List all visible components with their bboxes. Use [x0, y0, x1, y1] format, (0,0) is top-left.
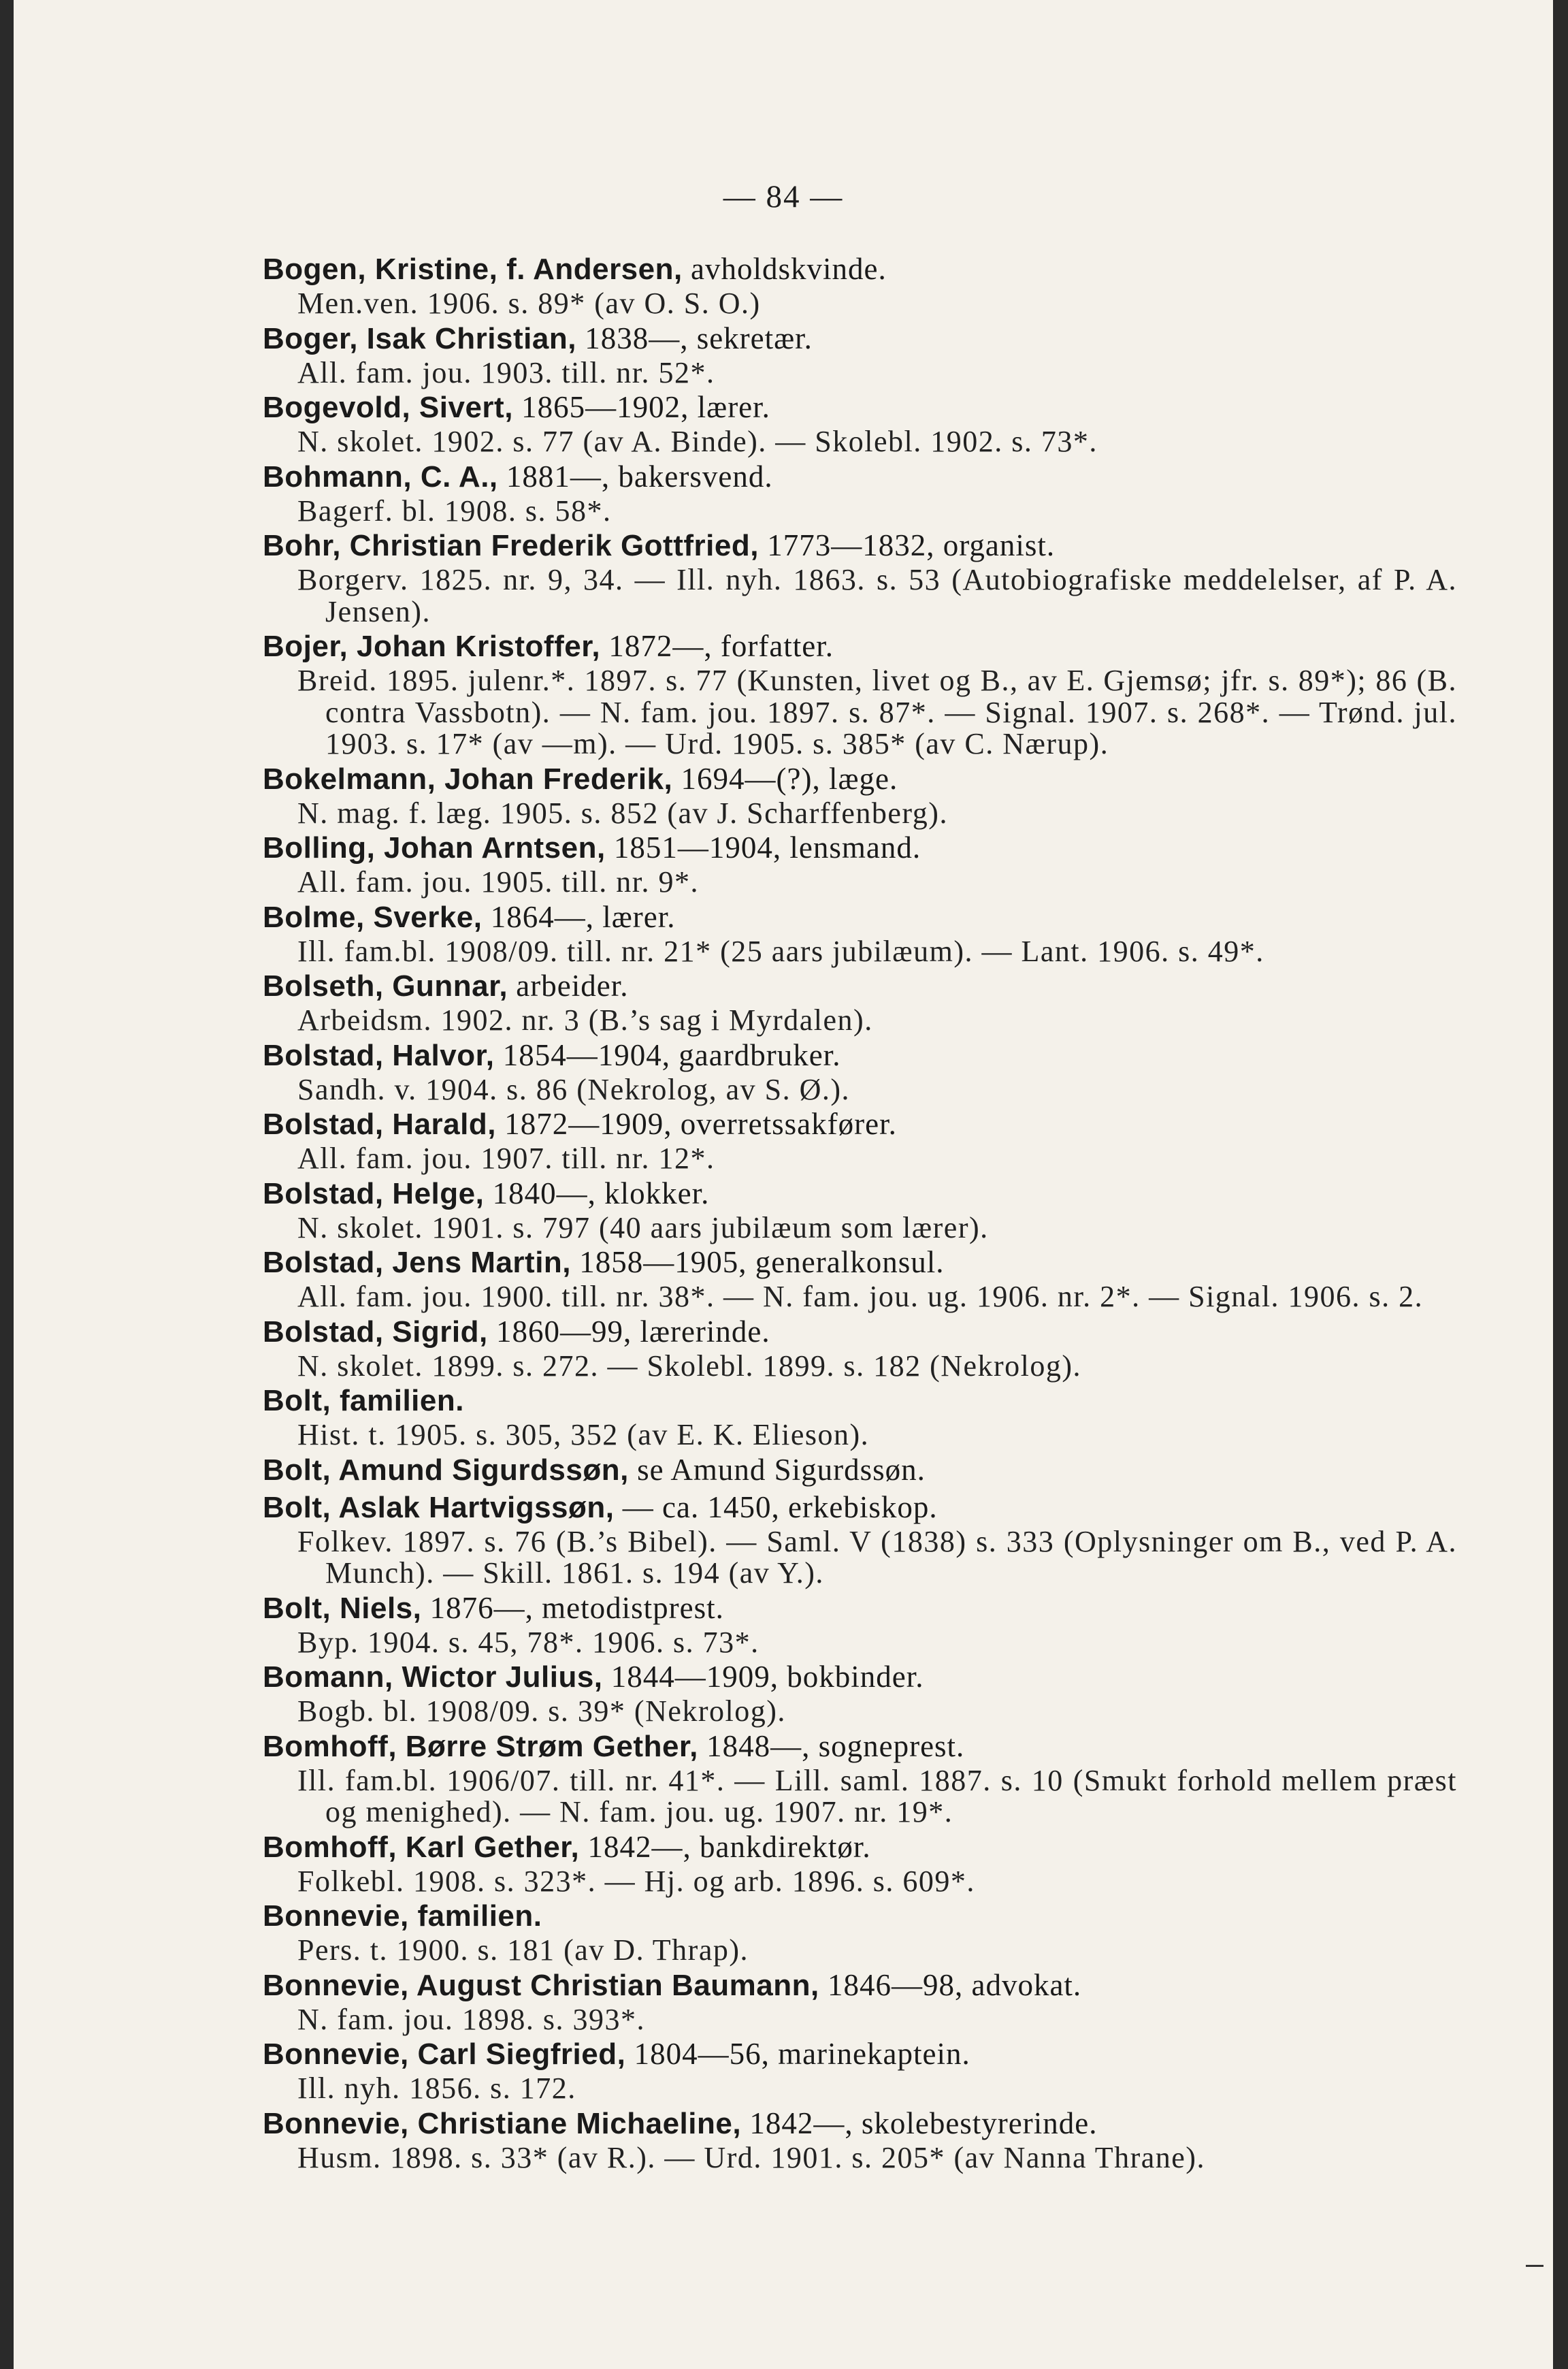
entry-description: 1838—, sekretær. [576, 321, 813, 355]
entry-name: Bolstad, Halvor, [263, 1038, 495, 1072]
entry-references: All. fam. jou. 1905. till. nr. 9*. [297, 865, 699, 899]
entry-description: 1844—1909, bokbinder. [602, 1660, 924, 1694]
entry-headline [263, 251, 1457, 288]
entry-headline [263, 2035, 1457, 2073]
entry-references: Byp. 1904. s. 45, 78*. 1906. s. 73*. [297, 1625, 760, 1659]
entry-headline [263, 1658, 1457, 1696]
entry-description: arbeider. [508, 969, 629, 1003]
entry-headline [263, 458, 1457, 496]
entry-headline [263, 527, 1457, 564]
entry-headline [263, 1489, 1457, 1526]
entry-name: Bolling, Johan Arntsen, [263, 831, 606, 865]
entry-references: All. fam. jou. 1907. till. nr. 12*. [297, 1142, 715, 1175]
entry-name: Bokelmann, Johan Frederik, [263, 762, 673, 796]
entry-name: Bolstad, Jens Martin, [263, 1246, 572, 1279]
entry-description: 1846—98, advokat. [819, 1967, 1082, 2002]
entry-references: Folkev. 1897. s. 76 (B.’s Bibel). — Saml. V (1838) s. 333 (Oplysninger om B., ved P. A. Munch). — Skill. 1861. s. 194 (av Y.). [297, 1524, 1457, 1590]
entry-headline [263, 829, 1457, 867]
entry-description: 1854—1904, gaardbruker. [494, 1037, 841, 1072]
entry-name: Bolstad, Helge, [263, 1176, 485, 1210]
entry [263, 1244, 1457, 1313]
entry-references: N. fam. jou. 1898. s. 393*. [297, 2002, 646, 2036]
entry [263, 1828, 1457, 1898]
entry-headline [263, 389, 1457, 426]
entry-headline [263, 1590, 1457, 1627]
entry-headline [263, 1728, 1457, 1765]
entry-name: Bolseth, Gunnar, [263, 969, 508, 1003]
entry-references: All. fam. jou. 1900. till. nr. 38*. — N. fam. jou. ug. 1906. nr. 2*. — Signal. 1906. s. 2. [297, 1280, 1424, 1313]
entry [263, 2105, 1457, 2174]
entry [263, 458, 1457, 528]
entry [263, 389, 1457, 458]
entry [263, 2035, 1457, 2105]
entry-references: Sandh. v. 1904. s. 86 (Nekrolog, av S. Ø.). [297, 1072, 851, 1106]
entry-headline [263, 1106, 1457, 1143]
entry-references: Borgerv. 1825. nr. 9, 34. — Ill. nyh. 1863. s. 53 (Autobiografiske meddelelser, af P. A. Jensen). [297, 563, 1457, 628]
entry-references: Husm. 1898. s. 33* (av R.). — Urd. 1901. s. 205* (av Nanna Thrane). [297, 2140, 1205, 2174]
entry-references: N. mag. f. læg. 1905. s. 852 (av J. Scharffenberg). [297, 796, 948, 830]
entry-name: Bonnevie, Christiane Michaeline, [263, 2106, 742, 2140]
edge-mark [1526, 2265, 1544, 2267]
entry-name: Bolt, familien. [263, 1384, 464, 1417]
entry [263, 760, 1457, 830]
entry-headline [263, 1037, 1457, 1074]
entry-name: Bojer, Johan Kristoffer, [263, 630, 601, 663]
entry-headline [263, 1175, 1457, 1212]
entry-name: Bonnevie, familien. [263, 1899, 542, 1933]
entry-headline [263, 1244, 1457, 1281]
entry-headline [263, 1382, 1457, 1419]
entry-references: Ill. fam.bl. 1908/09. till. nr. 21* (25 aars jubilæum). — Lant. 1906. s. 49*. [297, 934, 1264, 968]
entry-name: Bolt, Niels, [263, 1591, 422, 1625]
entry-description: — ca. 1450, erkebiskop. [614, 1489, 938, 1524]
entry-description: 1851—1904, lensmand. [605, 831, 921, 865]
entry-references: Men.ven. 1906. s. 89* (av O. S. O.) [297, 287, 761, 320]
entry [263, 1658, 1457, 1728]
entry-description: 1840—, klokker. [484, 1176, 710, 1210]
entry [263, 1489, 1457, 1590]
entry [263, 1382, 1457, 1451]
entry-references: Breid. 1895. julenr.*. 1897. s. 77 (Kunsten, livet og B., av E. Gjemsø; jfr. s. 89*); 86 (B. contra Vassbotn). — N. fam. jou. 1897. s. 87*. — Signal. 1907. s. 268*. — Trønd. jul. 1903. s. 17* (av —m). — Urd. 1905. s. 385* (av C. Nærup). [297, 664, 1457, 760]
entry-description: 1860—99, lærerinde. [487, 1314, 770, 1349]
entry-description: 1858—1905, generalkonsul. [571, 1245, 945, 1279]
entry [263, 251, 1457, 320]
entry-description: 1804—56, marinekaptein. [625, 2037, 970, 2071]
entry-description: 1773—1832, organist. [758, 528, 1056, 562]
entry-name: Bolstad, Harald, [263, 1108, 496, 1141]
entry-references: Pers. t. 1900. s. 181 (av D. Thrap). [297, 1933, 749, 1967]
entry-headline [263, 899, 1457, 936]
entry [263, 628, 1457, 760]
entry-references: Ill. nyh. 1856. s. 172. [297, 2072, 576, 2105]
entry [263, 1728, 1457, 1828]
entry-name: Bomhoff, Børre Strøm Gether, [263, 1729, 698, 1763]
entry-headline [263, 1313, 1457, 1351]
entry-references: N. skolet. 1902. s. 77 (av A. Binde). — Skolebl. 1902. s. 73*. [297, 425, 1098, 458]
entry-description: 1864—, lærer. [482, 899, 676, 934]
page-number: — 84 — [723, 179, 844, 214]
entry-headline [263, 1897, 1457, 1935]
entry-headline [263, 967, 1457, 1005]
entry-name: Bonnevie, Carl Siegfried, [263, 2037, 626, 2071]
entry-references: Bagerf. bl. 1908. s. 58*. [297, 494, 612, 528]
entry-headline [263, 760, 1457, 798]
entry-name: Bogevold, Sivert, [263, 391, 513, 424]
entry [263, 527, 1457, 628]
entry-description: 1865—1902, lærer. [512, 390, 770, 424]
entry-description: se Amund Sigurdssøn. [628, 1452, 926, 1487]
entry [263, 899, 1457, 968]
entry-references: All. fam. jou. 1903. till. nr. 52*. [297, 355, 715, 389]
entry-headline [263, 1967, 1457, 2004]
entry [263, 320, 1457, 389]
entry-name: Bomhoff, Karl Gether, [263, 1830, 580, 1864]
entry [263, 1451, 1457, 1489]
entry-name: Bohr, Christian Frederik Gottfried, [263, 529, 759, 562]
entry-description: 1872—, forfatter. [600, 629, 834, 663]
entry [263, 829, 1457, 899]
entry-description: 1694—(?), læge. [672, 761, 898, 796]
entry-description: 1881—, bakersvend. [497, 459, 773, 494]
entry-name: Bolt, Aslak Hartvigssøn, [263, 1490, 615, 1524]
entry-references: Folkebl. 1908. s. 323*. — Hj. og arb. 1896. s. 609*. [297, 1864, 975, 1898]
entry-name: Bonnevie, August Christian Baumann, [263, 1968, 819, 2002]
entry-description: 1872—1909, overretssakfører. [495, 1107, 897, 1141]
entry-description: 1842—, skolebestyrerinde. [741, 2106, 1098, 2140]
entry-headline [263, 320, 1457, 357]
entry-headline [263, 2105, 1457, 2142]
entry [263, 967, 1457, 1037]
entry-references: Bogb. bl. 1908/09. s. 39* (Nekrolog). [297, 1694, 786, 1728]
entry-references: Hist. t. 1905. s. 305, 352 (av E. K. Elieson). [297, 1418, 870, 1451]
entry-references: Ill. fam.bl. 1906/07. till. nr. 41*. — Lill. saml. 1887. s. 10 (Smukt forhold mellem præst og menighed). — N. fam. jou. ug. 1907. nr. 19*. [297, 1763, 1457, 1828]
entry-headline [263, 1828, 1457, 1866]
entry [263, 1897, 1457, 1967]
entry-name: Bolstad, Sigrid, [263, 1315, 488, 1349]
entry-references: N. skolet. 1899. s. 272. — Skolebl. 1899. s. 182 (Nekrolog). [297, 1349, 1082, 1383]
entry-name: Bomann, Wictor Julius, [263, 1660, 603, 1694]
entry [263, 1037, 1457, 1106]
entry-description: avholdskvinde. [682, 252, 887, 286]
entry-name: Bohmann, C. A., [263, 460, 498, 494]
entry-list [263, 251, 1457, 2174]
entry-name: Bogen, Kristine, f. Andersen, [263, 253, 683, 286]
entry [263, 1313, 1457, 1383]
entry-name: Bolt, Amund Sigurdssøn, [263, 1453, 629, 1487]
entry-headline [263, 628, 1457, 665]
entry [263, 1175, 1457, 1244]
entry-description: 1876—, metodistprest. [421, 1590, 724, 1625]
entry-headline [263, 1451, 1457, 1489]
entry-references: N. skolet. 1901. s. 797 (40 aars jubilæum som lærer). [297, 1210, 989, 1244]
entry-description: 1842—, bankdirektør. [579, 1829, 871, 1864]
entry-description: 1848—, sogneprest. [698, 1728, 965, 1763]
entry-name: Bolme, Sverke, [263, 900, 483, 934]
entry-name: Boger, Isak Christian, [263, 321, 576, 355]
entry [263, 1590, 1457, 1659]
entry [263, 1106, 1457, 1175]
entry-references: Arbeidsm. 1902. nr. 3 (B.’s sag i Myrdalen). [297, 1003, 873, 1037]
entry [263, 1967, 1457, 2036]
book-page [14, 0, 1553, 2369]
